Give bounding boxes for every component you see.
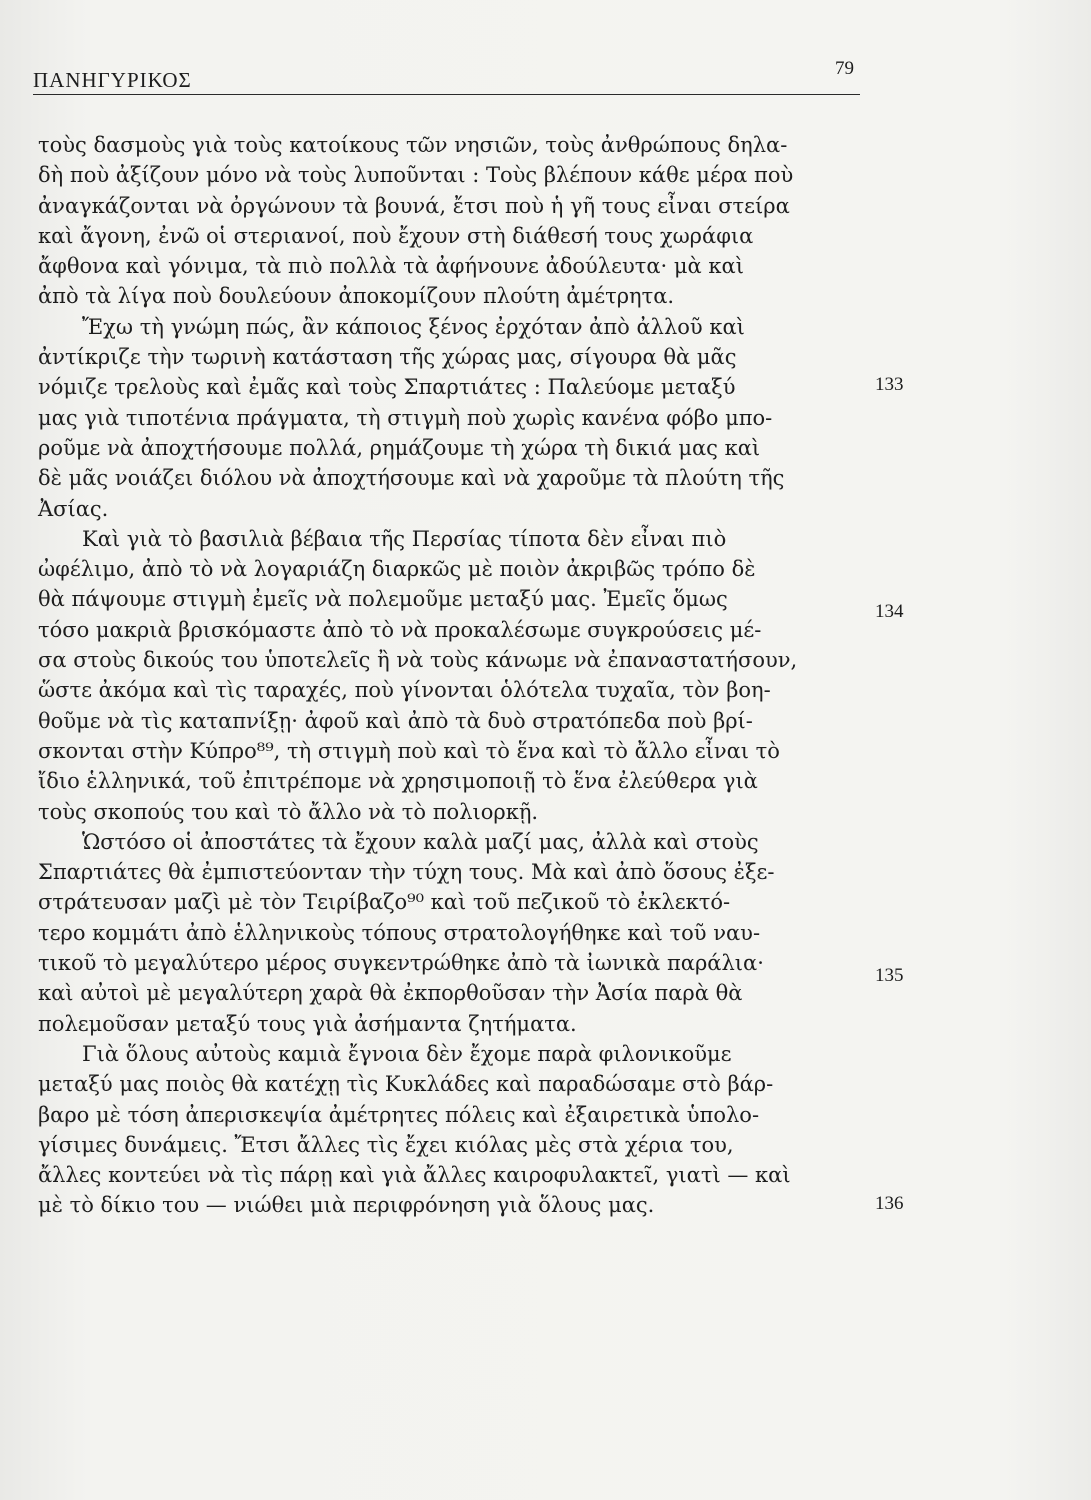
section-number-133: 133: [875, 374, 904, 395]
header-rule: [33, 94, 860, 95]
text-line: ἴδιο ἑλληνικά, τοῦ ἐπιτρέπομε νὰ χρησιμοποιῇ τὸ ἕνα ἐλεύθερα γιὰ: [38, 769, 758, 794]
text-line: τοὺς δασμοὺς γιὰ τοὺς κατοίκους τῶν νησιῶν, τοὺς ἀνθρώπους δηλα-: [38, 133, 788, 157]
text-line: στράτευσαν μαζὶ μὲ τὸν Τειρίβαζο⁹⁰ καὶ τοῦ πεζικοῦ τὸ ἐκλεκτό-: [38, 890, 731, 915]
text-line: ἀντίκριζε τὴν τωρινὴ κατάσταση τῆς χώρας μας, σίγουρα θὰ μᾶς: [38, 345, 737, 370]
text-line: βαρο μὲ τόση ἀπερισκεψία ἀμέτρητες πόλεις καὶ ἐξαιρετικὰ ὑπολο-: [38, 1102, 760, 1127]
text-line: ἀπὸ τὰ λίγα ποὺ δουλεύουν ἀποκομίζουν πλούτη ἀμέτρητα.: [38, 284, 675, 309]
text-line: ὠφέλιμο, ἀπὸ τὸ νὰ λογαριάζη διαρκῶς μὲ ποιὸν ἀκριβῶς τρόπο δὲ: [38, 557, 756, 582]
text-line: μεταξύ μας ποιὸς θὰ κατέχῃ τὶς Κυκλάδες καὶ παραδώσαμε στὸ βάρ-: [38, 1072, 774, 1097]
text-line: τοὺς σκοπούς του καὶ τὸ ἄλλο νὰ τὸ πολιορκῇ.: [38, 799, 539, 824]
text-line: μὲ τὸ δίκιο του — νιώθει μιὰ περιφρόνηση γιὰ ὅλους μας.: [38, 1193, 655, 1218]
text-line: ἀναγκάζονται νὰ ὀργώνουν τὰ βουνά, ἔτσι ποὺ ἡ γῆ τους εἶναι στείρα: [38, 193, 790, 218]
text-line: νόμιζε τρελοὺς καὶ ἐμᾶς καὶ τοὺς Σπαρτιάτες : Παλεύομε μεταξύ: [38, 375, 736, 400]
text-line: ἄλλες κοντεύει νὰ τὶς πάρῃ καὶ γιὰ ἄλλες καιροφυλακτεῖ, γιατὶ — καὶ: [38, 1163, 791, 1188]
text-line: τικοῦ τὸ μεγαλύτερο μέρος συγκεντρώθηκε ἀπὸ τὰ ἰωνικὰ παράλια·: [38, 951, 764, 976]
page-number: 79: [835, 58, 854, 79]
section-number-136: 136: [875, 1193, 904, 1214]
text-line: Ἔχω τὴ γνώμη πώς, ἂν κάποιος ξένος ἐρχόταν ἀπὸ ἀλλοῦ καὶ: [82, 314, 745, 339]
text-line: σκονται στὴν Κύπρο⁸⁹, τὴ στιγμὴ ποὺ καὶ τὸ ἕνα καὶ τὸ ἄλλο εἶναι τὸ: [38, 738, 780, 763]
running-title: ΠΑΝΗΓΥΡΙΚΟΣ: [33, 68, 192, 92]
text-line: σα στοὺς δικούς του ὑποτελεῖς ἢ νὰ τοὺς κάνωμε νὰ ἐπαναστατήσουν,: [38, 648, 798, 673]
text-line: θὰ πάψουμε στιγμὴ ἐμεῖς νὰ πολεμοῦμε μεταξύ μας. Ἐμεῖς ὅμως: [38, 587, 728, 612]
text-line: ροῦμε νὰ ἀποχτήσουμε πολλά, ρημάζουμε τὴ χώρα τὴ δικιά μας καὶ: [38, 435, 761, 460]
text-line: γίσιμες δυνάμεις. Ἔτσι ἄλλες τὶς ἔχει κιόλας μὲς στὰ χέρια του,: [38, 1132, 734, 1157]
text-line: Ὡστόσο οἱ ἀποστάτες τὰ ἔχουν καλὰ μαζί μας, ἀλλὰ καὶ στοὺς: [82, 829, 759, 854]
body-text: [38, 130, 860, 1221]
text-line: τόσο μακριὰ βρισκόμαστε ἀπὸ τὸ νὰ προκαλέσωμε συγκρούσεις μέ-: [38, 617, 762, 642]
text-line: Καὶ γιὰ τὸ βασιλιὰ βέβαια τῆς Περσίας τίποτα δὲν εἶναι πιὸ: [82, 526, 727, 551]
section-number-135: 135: [875, 965, 904, 986]
text-line: Σπαρτιάτες θὰ ἐμπιστεύονταν τὴν τύχη τους. Μὰ καὶ ἀπὸ ὅσους ἐξε-: [38, 860, 775, 885]
text-line: Γιὰ ὅλους αὐτοὺς καμιὰ ἔγνοια δὲν ἔχομε παρὰ φιλονικοῦμε: [82, 1041, 732, 1066]
text-line: δὲ μᾶς νοιάζει διόλου νὰ ἀποχτήσουμε καὶ νὰ χαροῦμε τὰ πλούτη τῆς: [38, 466, 785, 491]
text-line: καὶ ἄγονη, ἐνῶ οἱ στεριανοί, ποὺ ἔχουν στὴ διάθεσή τους χωράφια: [38, 223, 754, 248]
text-line: θοῦμε νὰ τὶς καταπνίξῃ· ἀφοῦ καὶ ἀπὸ τὰ δυὸ στρατόπεδα ποὺ βρί-: [38, 708, 753, 733]
text-line: πολεμοῦσαν μεταξύ τους γιὰ ἀσήμαντα ζητήματα.: [38, 1011, 577, 1036]
text-line: μας γιὰ τιποτένια πράγματα, τὴ στιγμὴ ποὺ χωρὶς κανένα φόβο μπο-: [38, 405, 773, 430]
text-line: τερο κομμάτι ἀπὸ ἑλληνικοὺς τόπους στρατολογήθηκε καὶ τοῦ ναυ-: [38, 920, 761, 945]
text-line: ὥστε ἀκόμα καὶ τὶς ταραχές, ποὺ γίνονται ὁλότελα τυχαῖα, τὸν βοη-: [38, 678, 771, 703]
text-line: ἄφθονα καὶ γόνιμα, τὰ πιὸ πολλὰ τὰ ἀφήνουνε ἀδούλευτα· μὰ καὶ: [38, 254, 744, 279]
text-line: δὴ ποὺ ἀξίζουν μόνο νὰ τοὺς λυποῦνται : Τοὺς βλέπουν κάθε μέρα ποὺ: [38, 163, 794, 188]
text-line: Ἀσίας.: [38, 496, 109, 521]
section-number-134: 134: [875, 601, 904, 622]
text-line: καὶ αὐτοὶ μὲ μεγαλύτερη χαρὰ θὰ ἐκπορθοῦσαν τὴν Ἀσία παρὰ θὰ: [38, 981, 743, 1006]
